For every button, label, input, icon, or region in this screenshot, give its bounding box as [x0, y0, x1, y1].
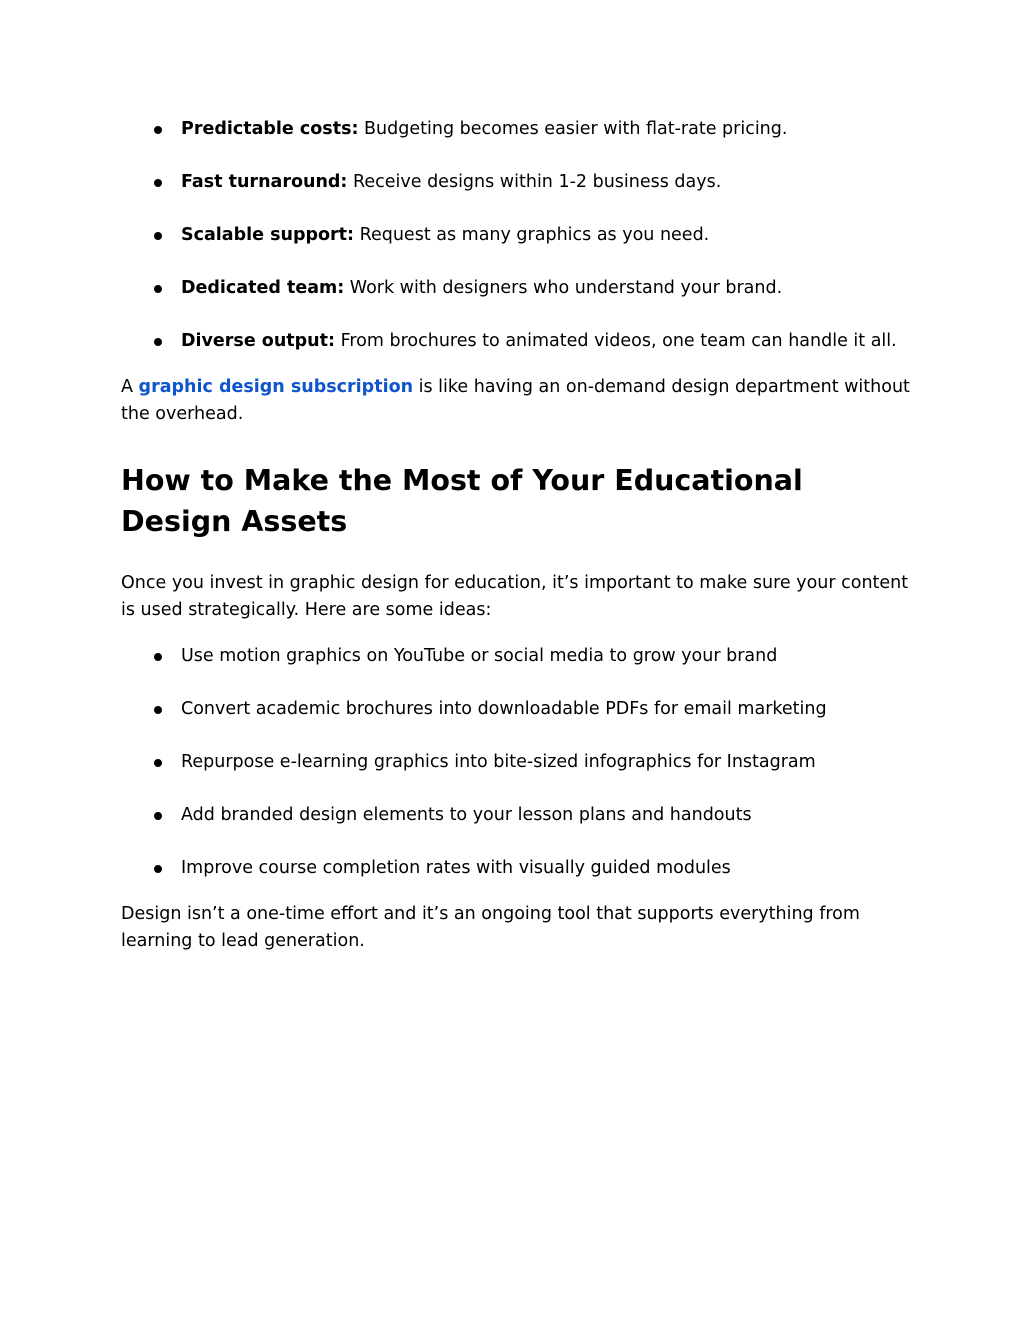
- graphic-design-subscription-link[interactable]: graphic design subscription: [138, 377, 414, 397]
- benefit-text: Budgeting becomes easier with flat-rate pricing.: [358, 119, 788, 139]
- closing-paragraph: Design isn’t a one-time effort and it’s an ongoing tool that supports everything from learning to lead generation.: [121, 904, 860, 951]
- bullet-icon: [154, 126, 162, 134]
- list-item: [121, 116, 911, 142]
- bullet-icon: [154, 338, 162, 346]
- list-item: [121, 696, 911, 722]
- list-item: [121, 855, 911, 881]
- bullet-icon: [154, 759, 162, 767]
- document-page: [121, 116, 911, 954]
- idea-text: Improve course completion rates with visually guided modules: [181, 858, 731, 878]
- idea-text: Repurpose e-learning graphics into bite-sized infographics for Instagram: [181, 752, 816, 772]
- benefit-term: Diverse output:: [181, 331, 336, 351]
- list-item: [121, 275, 911, 301]
- benefit-text: Request as many graphics as you need.: [354, 225, 710, 245]
- benefit-text: Receive designs within 1-2 business days.: [347, 172, 722, 192]
- benefit-term: Predictable costs:: [181, 119, 359, 139]
- idea-text: Use motion graphics on YouTube or social media to grow your brand: [181, 646, 778, 666]
- benefit-term: Fast turnaround:: [181, 172, 348, 192]
- bullet-icon: [154, 285, 162, 293]
- benefit-text: Work with designers who understand your brand.: [344, 278, 783, 298]
- bullet-icon: [154, 865, 162, 873]
- subscription-paragraph: [121, 374, 911, 427]
- idea-text: Add branded design elements to your lesson plans and handouts: [181, 805, 752, 825]
- list-item: [121, 643, 911, 669]
- list-item: [121, 802, 911, 828]
- bullet-icon: [154, 653, 162, 661]
- list-item: [121, 749, 911, 775]
- list-item: [121, 328, 911, 354]
- benefit-term: Dedicated team:: [181, 278, 345, 298]
- bullet-icon: [154, 232, 162, 240]
- benefit-term: Scalable support:: [181, 225, 355, 245]
- idea-text: Convert academic brochures into downloadable PDFs for email marketing: [181, 699, 827, 719]
- bullet-icon: [154, 706, 162, 714]
- subscription-suffix: is like having an on-demand design department without the overhead.: [121, 377, 910, 424]
- subscription-prefix: A: [121, 377, 139, 397]
- bullet-icon: [154, 179, 162, 187]
- list-item: [121, 169, 911, 195]
- list-item: [121, 222, 911, 248]
- section-heading: How to Make the Most of Your Educational Design Assets: [121, 464, 803, 538]
- bullet-icon: [154, 812, 162, 820]
- benefits-list: [121, 116, 911, 354]
- intro-paragraph: Once you invest in graphic design for education, it’s important to make sure your content is used strategically. Here are some ideas:: [121, 573, 909, 620]
- ideas-list: [121, 643, 911, 881]
- benefit-text: From brochures to animated videos, one team can handle it all.: [335, 331, 897, 351]
